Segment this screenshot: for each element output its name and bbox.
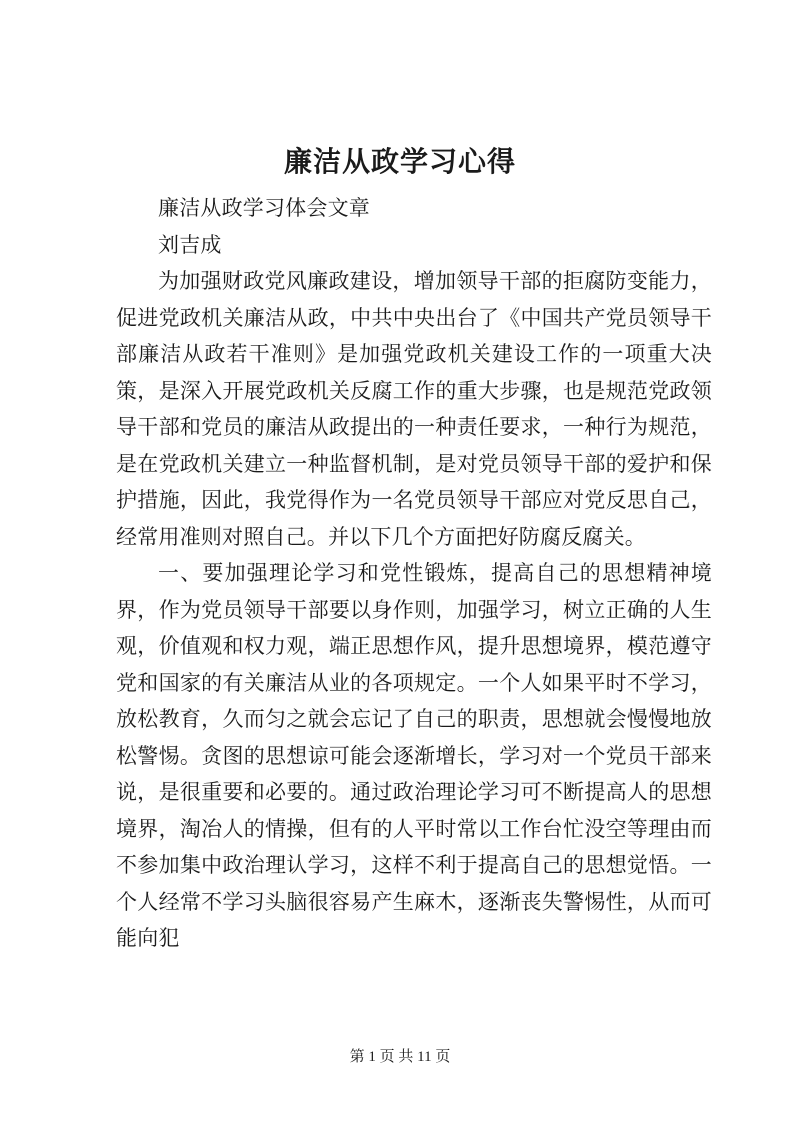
document-body (116, 190, 712, 957)
paragraph-section-one: 一、要加强理论学习和党性锻炼，提高自己的思想精神境界，作为党员领导干部要以身作则，加强学习，树立正确的人生观，价值观和权力观，端正思想作风，提升思想境界，模范遵守党和国家的有关廉洁从业的各项规定。一个人如果平时不学习，放松教育，久而匀之就会忘记了自己的职责，思想就会慢慢地放松警惕。贪图的思想谅可能会逐渐增长，学习对一个党员干部来说，是很重要和必要的。通过政治理论学习可不断提高人的思想境界，淘冶人的情操，但有的人平时常以工作台忙没空等理由而不参加集中政治理认学习，这样不利于提高自己的思想觉悟。一个人经常不学习头脑很容易产生麻木，逐渐丧失警惕性，从而可能向犯 (116, 561, 712, 950)
paragraph-intro: 为加强财政党风廉政建设，增加领导干部的拒腐防变能力，促进党政机关廉洁从政，中共中央出台了《中国共产党员领导干部廉洁从政若干准则》是加强党政机关建设工作的一项重大决策，是深入开展党政机关反腐工作的重大步骤，也是规范党政领导干部和党员的廉洁从政提出的一种责任要求，一种行为规范，是在党政机关建立一种监督机制，是对党员领导干部的爱护和保护措施，因此，我党得作为一名党员领导干部应对党反思自己，经常用准则对照自己。并以下几个方面把好防腐反腐关。 (116, 269, 712, 549)
page-number-footer: 第 1 页 共 11 页 (349, 1049, 451, 1065)
paragraph-author: 刘吉成 (158, 232, 222, 257)
paragraph-subtitle: 廉洁从政学习体会文章 (158, 196, 370, 220)
document-title: 廉洁从政学习心得 (283, 145, 516, 178)
